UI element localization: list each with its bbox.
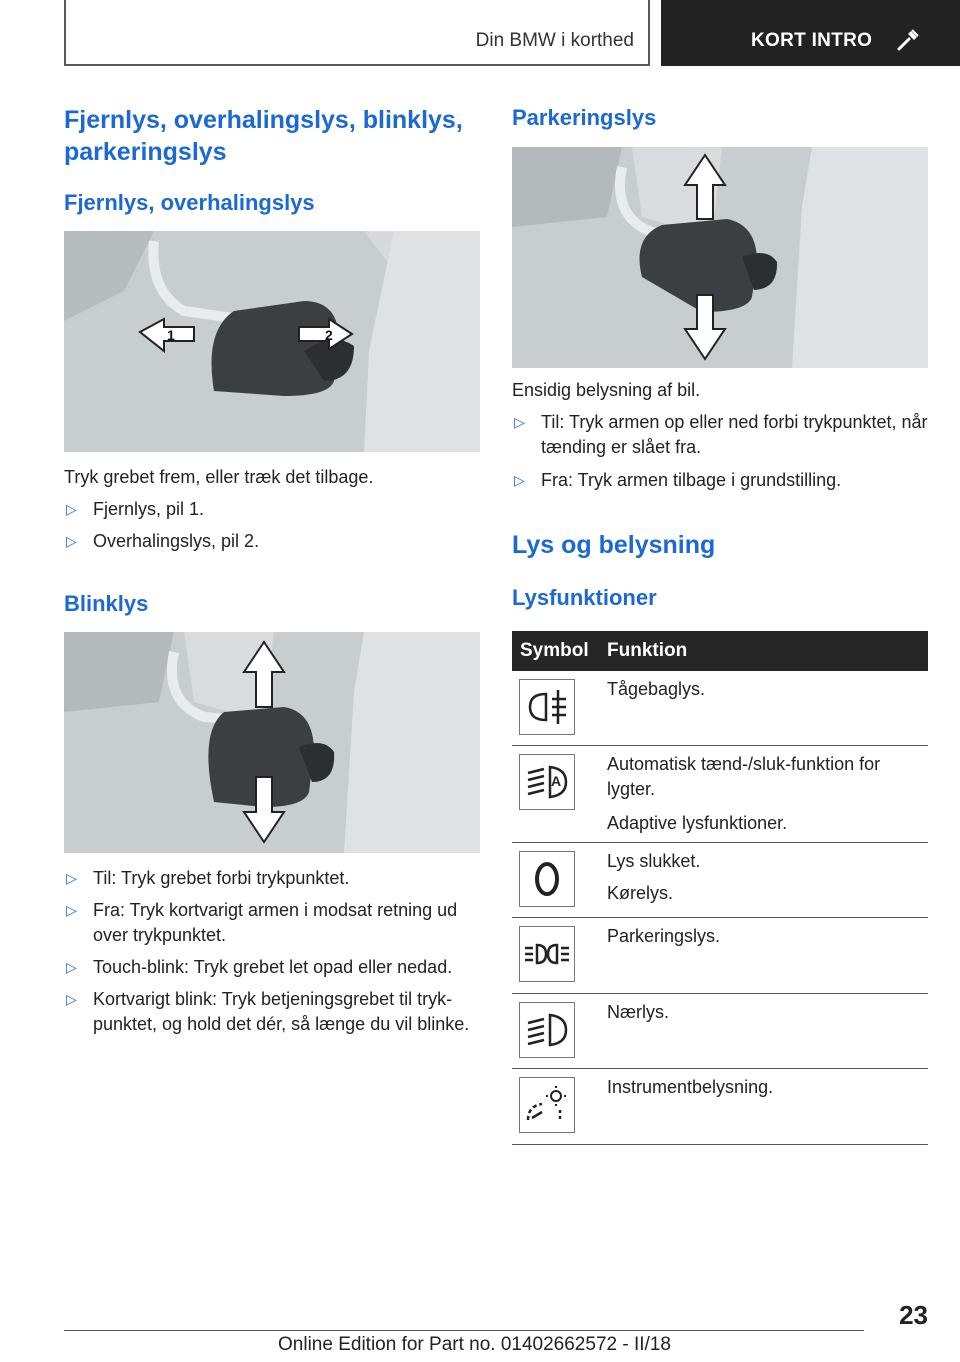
heading-parkeringslys: Parkeringslys bbox=[512, 105, 657, 130]
footer-divider bbox=[64, 1330, 864, 1331]
heading-fjernlys: Fjernlys, overhalingslys bbox=[64, 190, 315, 215]
bullet-item: ▷ Fjernlys, pil 1. bbox=[64, 497, 480, 522]
fog-light-icon bbox=[519, 679, 575, 735]
function-text: Parkeringslys. bbox=[607, 926, 721, 946]
triangle-bullet-icon: ▷ bbox=[66, 501, 77, 517]
triangle-bullet-icon: ▷ bbox=[514, 472, 525, 488]
arrow-label-2: 2 bbox=[325, 327, 333, 343]
triangle-bullet-icon: ▷ bbox=[66, 991, 77, 1007]
function-text: Lys slukket. bbox=[607, 851, 701, 871]
triangle-bullet-icon: ▷ bbox=[66, 959, 77, 975]
header-chapter-tab[interactable] bbox=[661, 0, 960, 66]
col-symbol-header: Symbol bbox=[520, 640, 589, 661]
function-text: Instrumentbelysning. bbox=[607, 1077, 774, 1097]
wrench-icon bbox=[895, 27, 921, 53]
zero-switch-icon bbox=[519, 851, 575, 907]
page-title: Fjernlys, overhalingslys, blinklys, parkeringslys bbox=[64, 106, 463, 166]
col-function-header: Funktion bbox=[607, 640, 688, 661]
low-beam-icon bbox=[519, 1002, 575, 1058]
triangle-bullet-icon: ▷ bbox=[66, 902, 77, 918]
figure-parking-light-lever bbox=[512, 147, 928, 368]
bullet-item: ▷ Fra: Tryk armen tilbage i grundstilling. bbox=[512, 468, 928, 493]
heading-blinklys: Blinklys bbox=[64, 591, 149, 616]
triangle-bullet-icon: ▷ bbox=[66, 533, 77, 549]
caption-high-beam: Tryk grebet frem, eller træk det tilbage. bbox=[64, 467, 374, 487]
svg-text:A: A bbox=[551, 773, 562, 789]
bullet-item: ▷ Til: Tryk grebet forbi trykpunktet. bbox=[64, 866, 480, 891]
footer-edition: Online Edition for Part no. 01402662572 - II/18 bbox=[278, 1334, 671, 1355]
triangle-bullet-icon: ▷ bbox=[66, 870, 77, 886]
table-row bbox=[512, 746, 928, 843]
light-functions-table bbox=[512, 631, 928, 1145]
page-number: 23 bbox=[899, 1300, 928, 1330]
table-row bbox=[512, 843, 928, 918]
triangle-bullet-icon: ▷ bbox=[514, 414, 525, 430]
header-section-label: Din BMW i korthed bbox=[475, 30, 634, 51]
function-text: Nærlys. bbox=[607, 1002, 669, 1022]
table-row bbox=[512, 994, 928, 1069]
table-row bbox=[512, 1069, 928, 1145]
bullet-item: ▷ Fra: Tryk kortvarigt armen i modsat retning ud over trykpunktet. bbox=[66, 900, 458, 945]
auto-headlight-icon bbox=[519, 754, 575, 810]
bullet-item: ▷ Til: Tryk armen op eller ned forbi trykpunktet, når tænding er slået fra. bbox=[514, 412, 928, 457]
bullet-item: ▷ Overhalingslys, pil 2. bbox=[64, 529, 480, 554]
heading-lysfunktioner: Lysfunktioner bbox=[512, 585, 657, 610]
caption-parking-light: Ensidig belysning af bil. bbox=[512, 380, 701, 400]
section-title-lys: Lys og belysning bbox=[512, 531, 716, 559]
header-chapter-label: KORT INTRO bbox=[751, 30, 873, 51]
function-text: Adaptive lysfunktioner. bbox=[607, 813, 788, 833]
function-text: Kørelys. bbox=[607, 883, 674, 903]
table-row bbox=[512, 918, 928, 994]
header-section-box bbox=[64, 0, 650, 66]
table-header bbox=[512, 631, 928, 671]
bullet-item: ▷ Touch-blink: Tryk grebet let opad eller nedad. bbox=[64, 955, 480, 980]
arrow-label-1: 1 bbox=[167, 327, 175, 343]
instrument-lighting-icon bbox=[519, 1077, 575, 1133]
bullet-item: ▷ Kortvarigt blink: Tryk betjeningsgrebet til tryk-punktet, og hold det dér, så længe du vil blinke. bbox=[66, 989, 470, 1034]
function-text: Automatisk tænd-/sluk-funktion for lygter. bbox=[607, 754, 881, 799]
parking-light-icon bbox=[519, 926, 575, 982]
function-text: Tågebaglys. bbox=[607, 679, 706, 699]
table-row bbox=[512, 671, 928, 746]
figure-high-beam-lever bbox=[64, 231, 480, 452]
figure-turn-signal-lever bbox=[64, 632, 480, 853]
